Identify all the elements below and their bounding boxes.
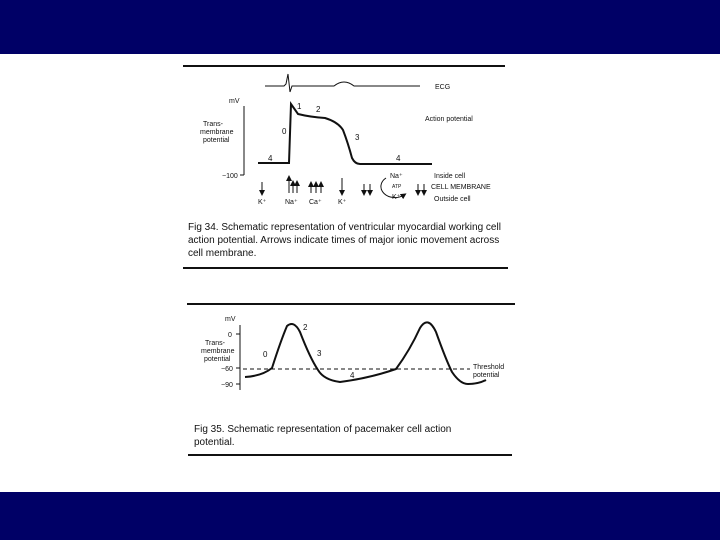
fig34-caption-line1: Fig 34. Schematic representation of ventricular myocardial working cell <box>188 222 501 233</box>
outside-cell-label: Outside cell <box>434 196 471 203</box>
y-tick-0-label: 0 <box>228 332 232 339</box>
pacemaker-potential-curve <box>245 322 486 384</box>
fig34-caption-line3: cell membrane. <box>188 248 257 259</box>
figure-35 <box>187 304 515 455</box>
y-axis-label-line1: Trans- <box>203 121 223 128</box>
figure-34 <box>183 66 508 268</box>
y-axis-label-line2: membrane <box>200 129 234 136</box>
cell-membrane-label: CELL MEMBRANE <box>431 184 491 191</box>
y-axis-label-line3: potential <box>203 137 230 144</box>
phase-2-label: 2 <box>316 105 321 114</box>
pump-na-label: Na⁺ <box>390 173 403 180</box>
action-potential-label: Action potential <box>425 116 473 123</box>
ion-ca-label: Ca⁺ <box>309 199 322 206</box>
ion-k-label: K⁺ <box>258 199 267 206</box>
y-tick-minus90-label: −90 <box>221 382 233 389</box>
y-unit-label: mV <box>225 316 236 323</box>
phase-2-label: 2 <box>303 323 308 332</box>
phase-0-label: 0 <box>263 350 268 359</box>
phase-4-right-label: 4 <box>396 154 401 163</box>
y-tick-minus60-label: −60 <box>221 366 233 373</box>
threshold-label-line1: Threshold <box>473 364 505 371</box>
fig35-caption-line2: potential. <box>194 437 235 448</box>
pump-atp-label: ATP <box>392 184 402 190</box>
ion-na-label: Na⁺ <box>285 199 298 206</box>
fig34-caption-line2: action potential. Arrows indicate times of major ionic movement across <box>188 235 500 246</box>
ecg-trace <box>265 74 420 92</box>
y-axis-label-line2: membrane <box>201 348 235 355</box>
pump-k-label: K⁺ <box>392 194 401 201</box>
phase-3-label: 3 <box>355 133 360 142</box>
phase-1-label: 1 <box>297 102 302 111</box>
fig35-caption-line1: Fig 35. Schematic representation of pacemaker cell action <box>194 424 452 435</box>
inside-cell-label: Inside cell <box>434 173 466 180</box>
y-min-tick-label: −100 <box>222 173 238 180</box>
y-unit-label: mV <box>229 98 240 105</box>
y-axis-label-line1: Trans- <box>205 340 225 347</box>
y-axis-label-line3: potential <box>204 356 231 363</box>
phase-0-label: 0 <box>282 127 287 136</box>
threshold-label-line2: potential <box>473 372 500 379</box>
ion-k-label: K⁺ <box>338 199 347 206</box>
phase-3-label: 3 <box>317 349 322 358</box>
phase-4-label: 4 <box>350 371 355 380</box>
ecg-label: ECG <box>435 84 451 91</box>
phase-4-left-label: 4 <box>268 154 273 163</box>
